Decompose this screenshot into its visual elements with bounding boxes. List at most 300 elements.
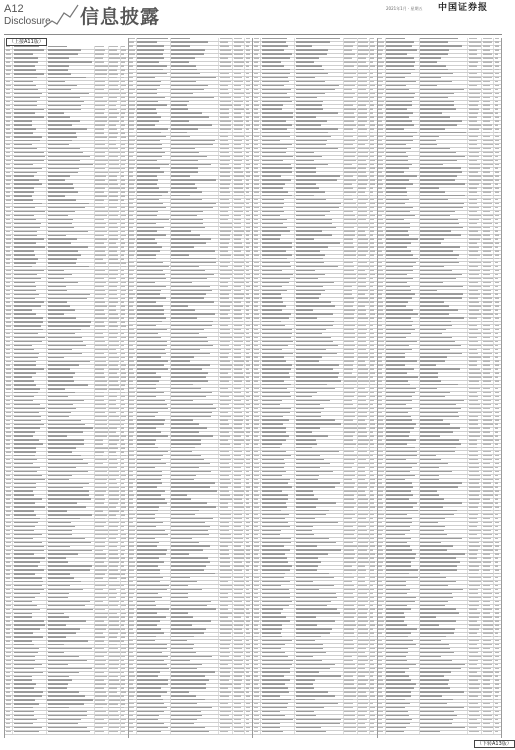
content-cell [47, 487, 95, 490]
code-cell [95, 200, 109, 203]
row-number-cell [5, 341, 13, 344]
text-placeholder-bar [234, 419, 243, 420]
content-cell [47, 589, 95, 592]
flag-cell [245, 436, 252, 439]
text-placeholder-bar [6, 364, 10, 365]
text-placeholder-bar [296, 49, 329, 50]
code-cell [219, 199, 233, 202]
issuer-cell [137, 361, 171, 364]
text-placeholder-bar [48, 691, 80, 692]
row-number-cell [129, 514, 137, 517]
text-placeholder-bar [14, 664, 43, 665]
text-placeholder-bar [344, 41, 355, 42]
flag-cell [245, 207, 252, 210]
row-number-cell [129, 487, 137, 490]
content-cell [171, 349, 220, 352]
flag-cell [121, 219, 128, 222]
row-number-cell [5, 711, 13, 714]
issuer-cell [13, 515, 47, 518]
text-placeholder-bar [14, 361, 36, 362]
issuer-cell [261, 73, 295, 76]
issuer-cell [137, 302, 171, 305]
code-cell [219, 487, 233, 490]
text-placeholder-bar [95, 396, 104, 397]
issuer-cell [13, 259, 47, 262]
text-placeholder-bar [6, 246, 11, 247]
code-cell [95, 326, 109, 329]
text-placeholder-bar [48, 723, 78, 724]
text-placeholder-bar [109, 152, 120, 153]
code-cell [95, 341, 109, 344]
date-cell [233, 329, 245, 332]
text-placeholder-bar [246, 719, 250, 720]
text-placeholder-bar [358, 104, 366, 105]
code-cell [219, 89, 233, 92]
text-placeholder-bar [358, 120, 367, 121]
issuer-cell [261, 97, 295, 100]
flag-cell [370, 97, 377, 100]
text-placeholder-bar [262, 57, 290, 58]
date-cell [233, 451, 245, 454]
text-placeholder-bar [6, 191, 10, 192]
text-placeholder-bar [220, 589, 232, 590]
flag-cell [121, 231, 128, 234]
date-cell [233, 239, 245, 242]
text-placeholder-bar [129, 526, 135, 527]
code-cell [95, 448, 109, 451]
issuer-cell [137, 38, 171, 41]
text-placeholder-bar [129, 321, 135, 322]
text-placeholder-bar [48, 656, 79, 657]
text-placeholder-bar [370, 69, 373, 70]
content-cell [171, 703, 220, 706]
row-number-cell [129, 219, 137, 222]
issuer-cell [137, 444, 171, 447]
flag-cell [121, 522, 128, 525]
text-placeholder-bar [14, 179, 39, 180]
row-number-cell [5, 78, 13, 81]
flag-cell [121, 664, 128, 667]
date-cell [233, 566, 245, 569]
flag-cell [121, 113, 128, 116]
row-number-cell [5, 105, 13, 108]
text-placeholder-bar [14, 191, 34, 192]
text-placeholder-bar [220, 61, 231, 62]
text-placeholder-bar [109, 463, 118, 464]
text-placeholder-bar [137, 41, 157, 42]
flag-cell [245, 38, 252, 41]
text-placeholder-bar [246, 93, 251, 94]
text-placeholder-bar [109, 439, 119, 440]
text-placeholder-bar [129, 290, 133, 291]
text-placeholder-bar [246, 557, 251, 558]
text-placeholder-bar [262, 128, 287, 129]
issuer-cell [137, 581, 171, 584]
row-number-cell [129, 243, 137, 246]
content-cell [47, 656, 95, 659]
flag-cell [121, 558, 128, 561]
content-cell [47, 684, 95, 687]
text-placeholder-bar [220, 419, 228, 420]
flag-cell [245, 672, 252, 675]
text-placeholder-bar [109, 565, 118, 566]
text-placeholder-bar [129, 57, 133, 58]
code-cell [219, 168, 233, 171]
content-cell [47, 113, 95, 116]
text-placeholder-bar [171, 498, 191, 499]
row-number-cell [253, 113, 261, 116]
text-placeholder-bar [14, 290, 37, 291]
text-placeholder-bar [48, 309, 76, 310]
text-placeholder-bar [262, 160, 284, 161]
date-cell [109, 204, 121, 207]
issuer-cell [137, 692, 171, 695]
text-placeholder-bar [109, 593, 117, 594]
text-placeholder-bar [171, 152, 199, 153]
row-number-cell [5, 593, 13, 596]
content-cell [171, 605, 220, 608]
text-placeholder-bar [121, 427, 124, 428]
text-placeholder-bar [220, 687, 228, 688]
text-placeholder-bar [171, 695, 196, 696]
content-cell [47, 420, 95, 423]
text-placeholder-bar [14, 333, 38, 334]
date-cell [233, 388, 245, 391]
text-placeholder-bar [121, 235, 126, 236]
date-cell [109, 180, 121, 183]
issuer-cell [13, 621, 47, 624]
date-cell [233, 459, 245, 462]
date-cell [233, 558, 245, 561]
date-cell [358, 140, 370, 143]
text-placeholder-bar [234, 593, 243, 594]
content-cell [47, 46, 95, 49]
text-placeholder-bar [246, 644, 251, 645]
text-placeholder-bar [48, 483, 90, 484]
text-placeholder-bar [95, 731, 104, 732]
issuer-cell [13, 278, 47, 281]
text-placeholder-bar [121, 609, 125, 610]
row-number-cell [129, 550, 137, 553]
issuer-cell [13, 420, 47, 423]
flag-cell [245, 62, 252, 65]
content-cell [47, 137, 95, 140]
code-cell [219, 176, 233, 179]
row-number-cell [5, 184, 13, 187]
content-cell [171, 518, 220, 521]
date-cell [109, 357, 121, 360]
issuer-cell [13, 389, 47, 392]
text-placeholder-bar [246, 640, 249, 641]
text-placeholder-bar [95, 105, 105, 106]
text-placeholder-bar [246, 179, 250, 180]
text-placeholder-bar [234, 175, 245, 176]
flag-cell [121, 605, 128, 608]
text-placeholder-bar [48, 187, 74, 188]
date-cell [358, 136, 370, 139]
text-placeholder-bar [137, 691, 167, 692]
text-placeholder-bar [109, 640, 120, 641]
text-placeholder-bar [234, 683, 242, 684]
date-cell [109, 97, 121, 100]
issuer-cell [137, 491, 171, 494]
row-number-cell [253, 125, 261, 128]
text-placeholder-bar [95, 435, 107, 436]
text-placeholder-bar [246, 317, 251, 318]
date-cell [358, 93, 370, 96]
issuer-cell [137, 412, 171, 415]
text-placeholder-bar [246, 360, 249, 361]
text-placeholder-bar [234, 164, 242, 165]
text-placeholder-bar [262, 156, 293, 157]
date-cell [109, 144, 121, 147]
text-placeholder-bar [14, 321, 43, 322]
text-placeholder-bar [48, 695, 85, 696]
text-placeholder-bar [121, 695, 124, 696]
date-cell [358, 42, 370, 45]
issuer-cell [13, 511, 47, 514]
content-cell [171, 609, 220, 612]
text-placeholder-bar [6, 561, 10, 562]
text-placeholder-bar [220, 648, 230, 649]
text-placeholder-bar [171, 120, 189, 121]
text-placeholder-bar [48, 97, 81, 98]
date-cell [109, 487, 121, 490]
code-cell [219, 503, 233, 506]
text-placeholder-bar [129, 439, 133, 440]
text-placeholder-bar [95, 538, 106, 539]
text-placeholder-bar [109, 589, 116, 590]
text-placeholder-bar [95, 290, 105, 291]
text-placeholder-bar [14, 494, 35, 495]
text-placeholder-bar [171, 325, 212, 326]
row-number-cell [129, 192, 137, 195]
text-placeholder-bar [220, 703, 228, 704]
text-placeholder-bar [129, 400, 134, 401]
flag-cell [245, 526, 252, 529]
content-cell [171, 530, 220, 533]
flag-cell [245, 644, 252, 647]
row-number-cell [5, 538, 13, 541]
date-cell [109, 428, 121, 431]
row-number-cell [5, 337, 13, 340]
text-placeholder-bar [234, 459, 244, 460]
text-placeholder-bar [234, 723, 241, 724]
text-placeholder-bar [137, 195, 162, 196]
text-placeholder-bar [6, 337, 10, 338]
text-placeholder-bar [95, 498, 105, 499]
text-placeholder-bar [137, 451, 168, 452]
issue-date: 2021年1月 · 星期五 [386, 6, 423, 11]
text-placeholder-bar [370, 38, 374, 39]
date-cell [233, 408, 245, 411]
text-placeholder-bar [109, 601, 119, 602]
text-placeholder-bar [14, 550, 45, 551]
text-placeholder-bar [137, 156, 162, 157]
text-placeholder-bar [129, 93, 133, 94]
date-cell [109, 424, 121, 427]
text-placeholder-bar [95, 569, 107, 570]
text-placeholder-bar [129, 683, 133, 684]
text-placeholder-bar [246, 215, 251, 216]
text-placeholder-bar [109, 569, 118, 570]
date-cell [109, 58, 121, 61]
text-placeholder-bar [14, 53, 33, 54]
code-cell [95, 282, 109, 285]
issuer-cell [137, 148, 171, 151]
text-placeholder-bar [129, 601, 133, 602]
row-number-cell [5, 731, 13, 734]
content-cell [295, 148, 344, 151]
issuer-cell [137, 546, 171, 549]
code-cell [95, 318, 109, 321]
text-placeholder-bar [129, 223, 134, 224]
date-cell [233, 97, 245, 100]
text-placeholder-bar [109, 683, 120, 684]
text-placeholder-bar [109, 380, 118, 381]
text-placeholder-bar [344, 136, 353, 137]
text-placeholder-bar [129, 408, 134, 409]
flag-cell [121, 207, 128, 210]
text-placeholder-bar [95, 561, 104, 562]
text-placeholder-bar [14, 183, 42, 184]
row-number-cell [253, 105, 261, 108]
text-placeholder-bar [47, 699, 93, 700]
code-cell [95, 113, 109, 116]
flag-cell [245, 117, 252, 120]
text-placeholder-bar [171, 207, 213, 208]
code-cell [219, 542, 233, 545]
issuer-cell [13, 522, 47, 525]
text-placeholder-bar [246, 321, 249, 322]
text-placeholder-bar [6, 345, 10, 346]
text-placeholder-bar [234, 101, 244, 102]
issuer-cell [137, 172, 171, 175]
code-cell [219, 581, 233, 584]
code-cell [219, 385, 233, 388]
text-placeholder-bar [48, 77, 87, 78]
flag-cell [245, 723, 252, 726]
text-placeholder-bar [296, 65, 323, 66]
flag-cell [245, 388, 252, 391]
content-cell [47, 176, 95, 179]
flag-cell [245, 633, 252, 636]
code-cell [219, 593, 233, 596]
flag-cell [121, 345, 128, 348]
flag-cell [245, 538, 252, 541]
text-placeholder-bar [246, 266, 249, 267]
text-placeholder-bar [344, 65, 354, 66]
row-number-cell [129, 483, 137, 486]
text-placeholder-bar [246, 435, 250, 436]
issuer-cell [13, 546, 47, 549]
text-placeholder-bar [234, 486, 242, 487]
code-cell [219, 50, 233, 53]
text-placeholder-bar [14, 463, 33, 464]
text-placeholder-bar [220, 349, 232, 350]
content-cell [47, 700, 95, 703]
date-cell [109, 219, 121, 222]
text-placeholder-bar [6, 494, 11, 495]
row-number-cell [5, 227, 13, 230]
date-cell [233, 196, 245, 199]
code-cell [95, 345, 109, 348]
content-cell [47, 152, 95, 155]
code-cell [219, 113, 233, 116]
text-placeholder-bar [6, 128, 10, 129]
text-placeholder-bar [95, 715, 108, 716]
text-placeholder-bar [121, 325, 126, 326]
text-placeholder-bar [234, 297, 244, 298]
text-placeholder-bar [14, 301, 44, 302]
text-placeholder-bar [14, 715, 35, 716]
text-placeholder-bar [6, 349, 10, 350]
text-placeholder-bar [234, 372, 244, 373]
text-placeholder-bar [14, 160, 45, 161]
text-placeholder-bar [137, 215, 157, 216]
date-cell [233, 471, 245, 474]
row-number-cell [5, 125, 13, 128]
text-placeholder-bar [95, 518, 105, 519]
text-placeholder-bar [171, 337, 207, 338]
issuer-cell [13, 629, 47, 632]
text-placeholder-bar [121, 400, 124, 401]
flag-cell [121, 184, 128, 187]
text-placeholder-bar [6, 613, 12, 614]
text-placeholder-bar [95, 636, 105, 637]
text-placeholder-bar [48, 569, 90, 570]
text-placeholder-bar [137, 254, 156, 255]
issuer-cell [13, 243, 47, 246]
text-placeholder-bar [121, 337, 126, 338]
row-number-cell [5, 408, 13, 411]
content-cell [47, 522, 95, 525]
issuer-cell [137, 455, 171, 458]
text-placeholder-bar [14, 573, 35, 574]
date-cell [109, 704, 121, 707]
text-placeholder-bar [6, 372, 12, 373]
text-placeholder-bar [121, 416, 126, 417]
date-cell [109, 440, 121, 443]
text-placeholder-bar [95, 408, 106, 409]
row-number-cell [5, 353, 13, 356]
text-placeholder-bar [220, 510, 231, 511]
text-placeholder-bar [234, 266, 243, 267]
text-placeholder-bar [171, 234, 200, 235]
text-placeholder-bar [220, 455, 231, 456]
code-cell [219, 680, 233, 683]
flag-cell [370, 113, 377, 116]
text-placeholder-bar [109, 707, 120, 708]
text-placeholder-bar [121, 242, 125, 243]
text-placeholder-bar [121, 73, 124, 74]
text-placeholder-bar [14, 203, 42, 204]
issuer-cell [13, 396, 47, 399]
code-cell [219, 727, 233, 730]
text-placeholder-bar [234, 345, 241, 346]
code-cell [95, 645, 109, 648]
text-placeholder-bar [95, 522, 106, 523]
text-placeholder-bar [14, 691, 44, 692]
text-placeholder-bar [220, 565, 231, 566]
row-number-cell [5, 471, 13, 474]
text-placeholder-bar [14, 168, 43, 169]
row-number-cell [129, 62, 137, 65]
content-cell [171, 125, 220, 128]
flag-cell [245, 310, 252, 313]
row-number-cell [129, 180, 137, 183]
issuer-cell [137, 538, 171, 541]
